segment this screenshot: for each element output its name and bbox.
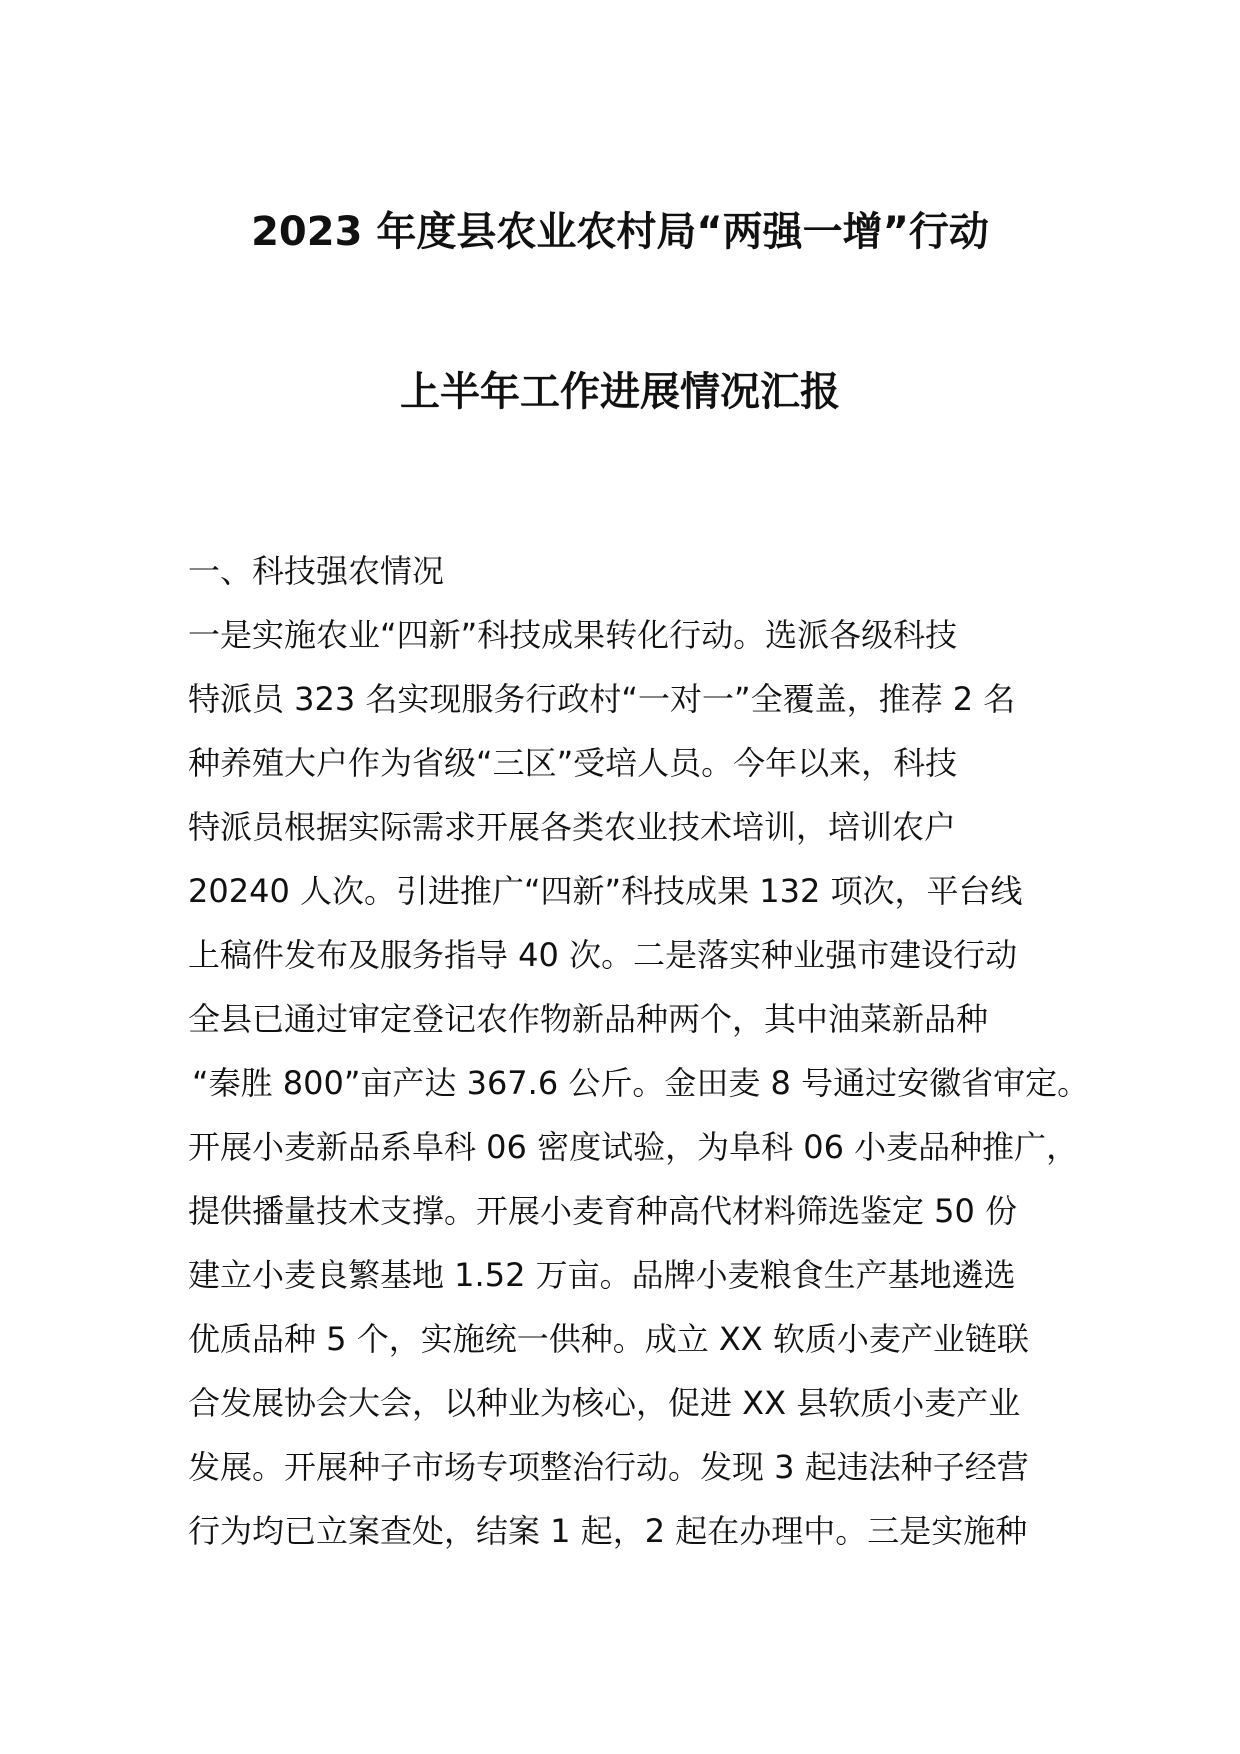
- body-line: 合发展协会大会，以种业为核心，促进 XX 县软质小麦产业: [188, 1384, 1021, 1422]
- body-line: 行为均已立案查处，结案 1 起，2 起在办理中。三是实施种: [188, 1512, 1028, 1550]
- body-line: 发展。开展种子市场专项整治行动。发现 3 起违法种子经营: [188, 1448, 1029, 1486]
- body-line: 一是实施农业“四新”科技成果转化行动。选派各级科技: [188, 616, 958, 654]
- document-title-line-2: 上半年工作进展情况汇报: [400, 369, 840, 415]
- document-title-line-1: 2023 年度县农业农村局“两强一增”行动: [251, 209, 989, 255]
- body-line: 开展小麦新品系阜科 06 密度试验，为阜科 06 小麦品种推广，: [188, 1128, 1079, 1166]
- body-line: 特派员根据实际需求开展各类农业技术培训，培训农户: [188, 808, 957, 846]
- body-line: 优质品种 5 个，实施统一供种。成立 XX 软质小麦产业链联: [188, 1320, 1029, 1358]
- body-line: 种养殖大户作为省级“三区”受培人员。今年以来，科技: [188, 744, 958, 782]
- body-line: 建立小麦良繁基地 1.52 万亩。品牌小麦粮食生产基地遴选: [188, 1256, 1016, 1294]
- body-line: “秦胜 800”亩产达 367.6 公斤。金田麦 8 号通过安徽省审定。: [192, 1064, 1090, 1102]
- body-line: 全县已通过审定登记农作物新品种两个，其中油菜新品种: [188, 1000, 989, 1038]
- section-heading: 一、科技强农情况: [188, 552, 445, 590]
- body-line: 提供播量技术支撑。开展小麦育种高代材料筛选鉴定 50 份: [188, 1192, 1018, 1230]
- body-line: 上稿件发布及服务指导 40 次。二是落实种业强市建设行动: [188, 936, 1018, 974]
- body-line: 特派员 323 名实现服务行政村“一对一”全覆盖，推荐 2 名: [188, 680, 1016, 718]
- body-line: 20240 人次。引进推广“四新”科技成果 132 项次，平台线: [188, 872, 1023, 910]
